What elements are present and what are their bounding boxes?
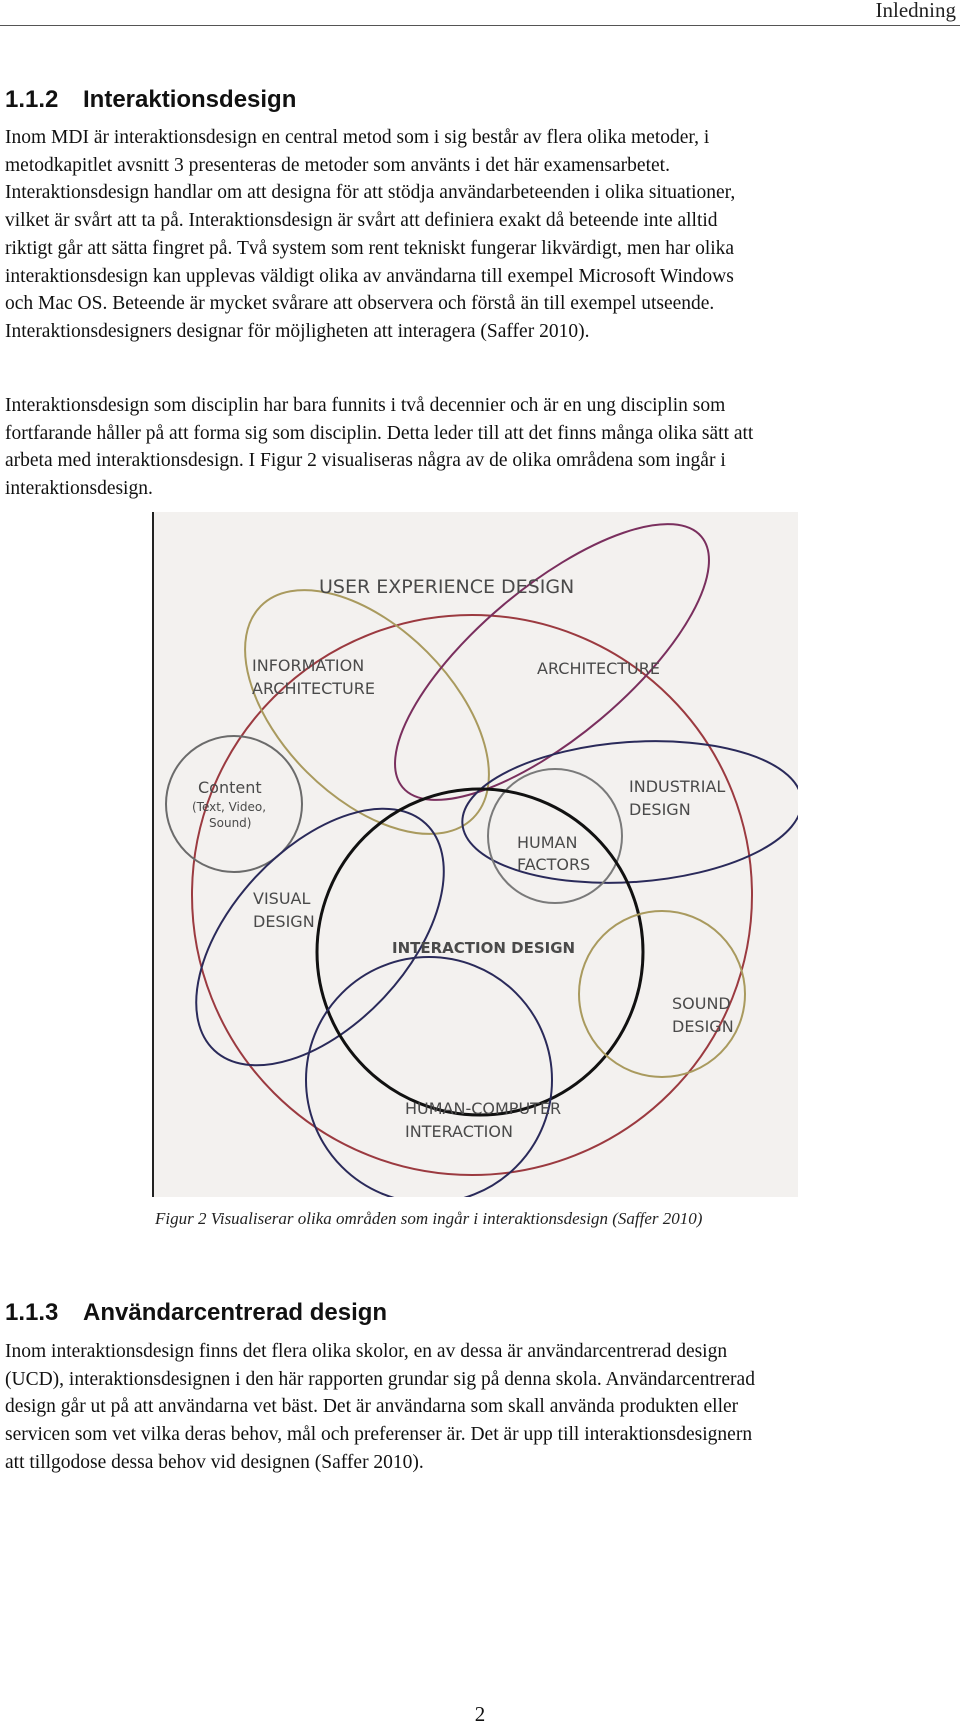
information-architecture-label-line2: ARCHITECTURE [252,679,375,698]
text-line: och Mac OS. Beteende är mycket svårare att observera och förstå än till exempel utseende. [5,293,715,315]
hci-label-line1: HUMAN-COMPUTER [405,1099,562,1118]
page-header [0,0,960,26]
section-title: Användarcentrerad design [83,1299,388,1326]
text-line: design går ut på att användarna vet bäst. Det är användarna som skall använda produkten eller [5,1396,739,1418]
sound-design-label-line1: SOUND [672,994,731,1013]
text-line: Interaktionsdesign handlar om att designa för att stödja användarbeteenden i olika situationer, [5,182,736,204]
text-line: interaktionsdesign kan upplevas väldigt olika av användarna till exempel Microsoft Windows [5,265,734,287]
content-sublabel-line2: Sound) [209,816,252,830]
text-line: Inom MDI är interaktionsdesign en central metod som i sig består av flera olika metoder, i [5,127,710,148]
figure-caption: Figur 2 Visualiserar olika områden som ingår i interaktionsdesign (Saffer 2010) [155,1209,703,1228]
visual-design-label-line2: DESIGN [253,912,315,931]
header-title: Inledning [875,0,956,22]
text-line: Inom interaktionsdesign finns det flera olika skolor, en av dessa är användarcentrerad design [5,1341,728,1362]
text-line: arbeta med interaktionsdesign. I Figur 2 visualiseras några av de olika områdena som ingår i [5,450,726,472]
text-line: Interaktionsdesign som disciplin har bara funnits i två decennier och är en ung disciplin som [5,395,726,416]
information-architecture-label-line1: INFORMATION [252,656,365,675]
text-line: servicen som vet vilka deras behov, mål och preferenser är. Det är upp till interaktionsdesignern [5,1424,753,1446]
ux-design-label: USER EXPERIENCE DESIGN [319,576,575,598]
human-factors-label-line2: FACTORS [517,855,591,874]
section-heading-interaktionsdesign [5,86,296,114]
text-line: metodkapitlet avsnitt 3 presenteras de metoder som använts i det här examensarbetet. [5,154,670,176]
section-title: Interaktionsdesign [83,86,297,113]
content-label: Content [198,778,262,797]
text-line: (UCD), interaktionsdesignen i den här rapporten grundar sig på denna skola. Användarcentrerad [5,1368,755,1390]
text-line: Interaktionsdesigners designar för möjligheten att interagera (Saffer 2010). [5,320,590,342]
page-number: 2 [474,1702,486,1726]
visual-design-label-line1: VISUAL [253,889,311,908]
section-number: 1.1.2 [5,86,59,113]
industrial-design-ellipse [458,730,798,893]
paragraph [5,1338,957,1477]
content-sublabel-line1: (Text, Video, [192,800,267,814]
paragraph [5,392,957,503]
hci-circle [306,957,552,1197]
text-line: vilket är svårt att ta på. Interaktionsdesign är svårt att definiera exakt då beteende inte alltid [5,210,718,232]
industrial-design-label-line1: INDUSTRIAL [629,777,726,796]
text-line: interaktionsdesign. [5,478,153,500]
venn-diagram-figure [152,512,798,1197]
text-line: att tillgodose dessa behov vid designen (Saffer 2010). [5,1451,424,1473]
sound-design-label-line2: DESIGN [672,1017,734,1036]
paragraph [5,124,957,346]
hci-label-line2: INTERACTION [405,1122,513,1141]
architecture-label: ARCHITECTURE [537,659,660,678]
section-heading-anvandarcentrerad-design [5,1299,387,1327]
human-factors-label-line1: HUMAN [517,833,578,852]
industrial-design-label-line2: DESIGN [629,800,691,819]
section-number: 1.1.3 [5,1299,59,1326]
interaction-design-label: INTERACTION DESIGN [392,939,576,957]
venn-diagram [152,512,798,1197]
text-line: fortfarande håller på att forma sig som disciplin. Detta leder till att det finns många olika sätt att [5,422,754,444]
text-line: riktigt går att sätta fingret på. Två system som rent tekniskt fungerar likvärdigt, men har olika [5,237,735,259]
